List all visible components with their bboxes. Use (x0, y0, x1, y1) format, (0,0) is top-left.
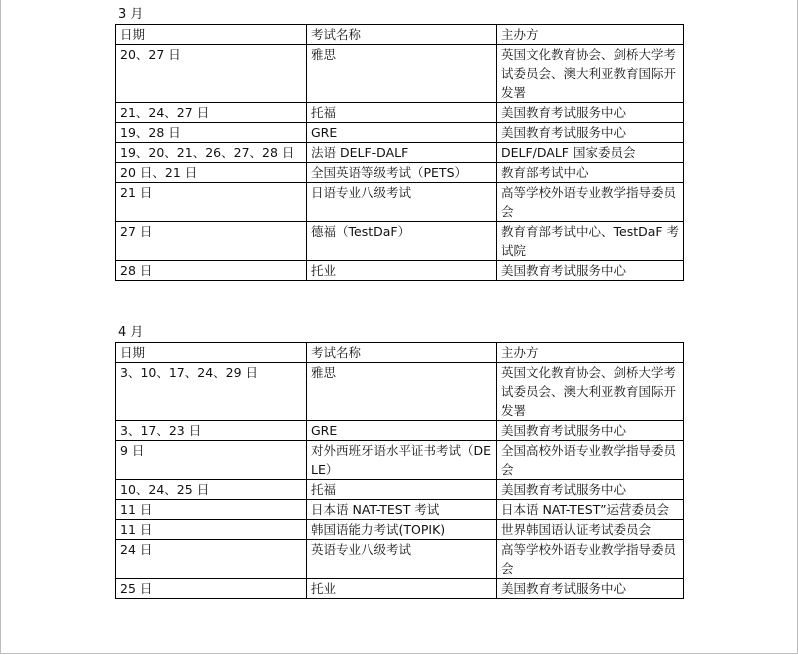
table-row (116, 480, 684, 500)
cell-exam-name: 对外西班牙语水平证书考试（DELE） (307, 441, 497, 480)
cell-date: 24 日 (116, 540, 307, 579)
cell-organizer: 全国高校外语专业教学指导委员会 (497, 441, 684, 480)
cell-organizer: DELF/DALF 国家委员会 (497, 143, 684, 163)
table-row (116, 183, 684, 222)
cell-organizer: 日本语 NAT-TEST”运营委员会 (497, 500, 684, 520)
cell-exam-name: 法语 DELF-DALF (307, 143, 497, 163)
cell-exam-name: 雅思 (307, 45, 497, 103)
table-row (116, 363, 684, 421)
table-row (116, 441, 684, 480)
cell-date: 21 日 (116, 183, 307, 222)
cell-exam-name: 日本语 NAT-TEST 考试 (307, 500, 497, 520)
table-row (116, 143, 684, 163)
cell-exam-name: 托福 (307, 103, 497, 123)
cell-date: 11 日 (116, 500, 307, 520)
cell-organizer: 美国教育考试服务中心 (497, 123, 684, 143)
cell-exam-name: GRE (307, 123, 497, 143)
table-row (116, 222, 684, 261)
cell-exam-name: 德福（TestDaF） (307, 222, 497, 261)
cell-date: 21、24、27 日 (116, 103, 307, 123)
header-exam-name: 考试名称 (307, 25, 497, 45)
cell-organizer: 英国文化教育协会、剑桥大学考试委员会、澳大利亚教育国际开发署 (497, 363, 684, 421)
cell-exam-name: 托业 (307, 579, 497, 599)
april-section (115, 324, 683, 599)
cell-organizer: 美国教育考试服务中心 (497, 421, 684, 441)
cell-exam-name: 日语专业八级考试 (307, 183, 497, 222)
cell-date: 27 日 (116, 222, 307, 261)
cell-organizer: 教育部考试中心 (497, 163, 684, 183)
cell-date: 10、24、25 日 (116, 480, 307, 500)
table-row (116, 261, 684, 281)
table-row (116, 421, 684, 441)
cell-organizer: 英国文化教育协会、剑桥大学考试委员会、澳大利亚教育国际开发署 (497, 45, 684, 103)
march-exam-table (115, 24, 684, 281)
march-month-label: 3 月 (118, 7, 144, 22)
table-row (116, 500, 684, 520)
cell-date: 9 日 (116, 441, 307, 480)
header-date: 日期 (116, 25, 307, 45)
cell-exam-name: 托福 (307, 480, 497, 500)
cell-exam-name: 英语专业八级考试 (307, 540, 497, 579)
cell-date: 20、27 日 (116, 45, 307, 103)
cell-organizer: 美国教育考试服务中心 (497, 480, 684, 500)
cell-date: 19、28 日 (116, 123, 307, 143)
cell-date: 3、10、17、24、29 日 (116, 363, 307, 421)
cell-date: 19、20、21、26、27、28 日 (116, 143, 307, 163)
cell-date: 25 日 (116, 579, 307, 599)
cell-organizer: 高等学校外语专业教学指导委员会 (497, 540, 684, 579)
table-header-row (116, 25, 684, 45)
april-month-label: 4 月 (118, 325, 144, 340)
cell-date: 3、17、23 日 (116, 421, 307, 441)
cell-exam-name: GRE (307, 421, 497, 441)
cell-exam-name: 雅思 (307, 363, 497, 421)
cell-exam-name: 全国英语等级考试（PETS） (307, 163, 497, 183)
table-row (116, 540, 684, 579)
cell-exam-name: 韩国语能力考试(TOPIK) (307, 520, 497, 540)
cell-date: 20 日、21 日 (116, 163, 307, 183)
table-row (116, 45, 684, 103)
cell-date: 28 日 (116, 261, 307, 281)
cell-exam-name: 托业 (307, 261, 497, 281)
table-row (116, 163, 684, 183)
table-row (116, 103, 684, 123)
header-date: 日期 (116, 343, 307, 363)
cell-organizer: 美国教育考试服务中心 (497, 103, 684, 123)
cell-organizer: 美国教育考试服务中心 (497, 579, 684, 599)
cell-date: 11 日 (116, 520, 307, 540)
table-header-row (116, 343, 684, 363)
table-row (116, 579, 684, 599)
table-row (116, 123, 684, 143)
header-organizer: 主办方 (497, 25, 684, 45)
cell-organizer: 高等学校外语专业教学指导委员会 (497, 183, 684, 222)
cell-organizer: 世界韩国语认证考试委员会 (497, 520, 684, 540)
cell-organizer: 美国教育考试服务中心 (497, 261, 684, 281)
table-row (116, 520, 684, 540)
march-section (115, 6, 683, 281)
header-exam-name: 考试名称 (307, 343, 497, 363)
header-organizer: 主办方 (497, 343, 684, 363)
april-exam-table (115, 342, 684, 599)
cell-organizer: 教育育部考试中心、TestDaF 考试院 (497, 222, 684, 261)
